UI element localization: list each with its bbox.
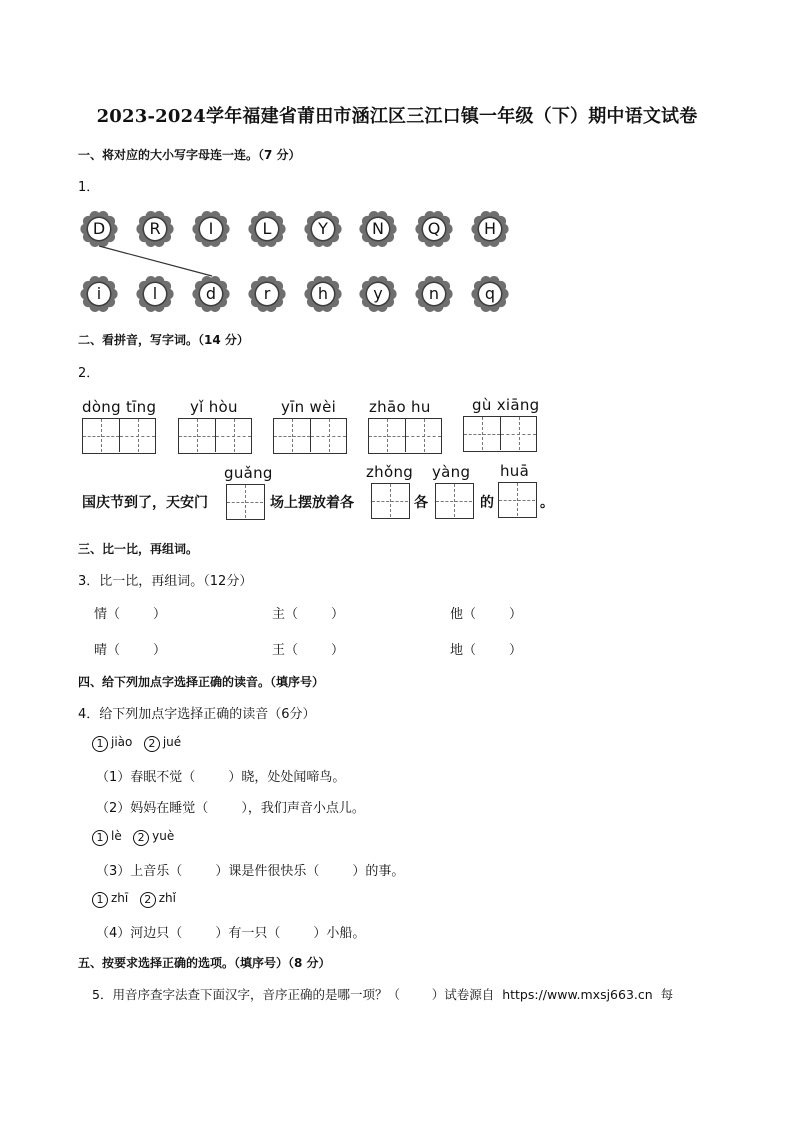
letter-label: H xyxy=(483,219,497,238)
option-text: lè xyxy=(111,829,122,843)
letter-label: q xyxy=(484,284,496,303)
page-title: 2023-2024学年福建省莆田市涵江区三江口镇一年级（下）期中语文试卷 xyxy=(96,106,698,127)
letter-label: D xyxy=(92,219,106,238)
section-4-heading: 四、给下列加点字选择正确的读音。（填序号） xyxy=(78,675,325,689)
compare-word-6[interactable]: 地（ ） xyxy=(450,643,523,658)
write-grid-1[interactable] xyxy=(82,418,156,454)
options-b xyxy=(92,829,174,846)
pinyin-4: zhāo hu xyxy=(369,398,431,416)
flower-lower-6[interactable] xyxy=(359,275,397,313)
options-a xyxy=(92,735,181,752)
flower-lower-2[interactable] xyxy=(136,275,174,313)
compare-word-1[interactable]: 情（ ） xyxy=(94,607,167,622)
write-box-2[interactable] xyxy=(371,483,410,519)
sub-question-3[interactable]: （3）上音乐（ ）课是件很快乐（ ）的事。 xyxy=(96,864,405,879)
options-c xyxy=(92,891,176,908)
letter-label: y xyxy=(373,284,383,303)
letter-label: I xyxy=(208,219,214,238)
compare-word-5[interactable]: 王（ ） xyxy=(272,643,345,658)
sentence-part-4: 的 xyxy=(480,495,494,511)
flower-lower-4[interactable] xyxy=(248,275,286,313)
flower-lower-1[interactable] xyxy=(80,275,118,313)
sub-question-4[interactable]: （4）河边只（ ）有一只（ ）小船。 xyxy=(96,926,366,941)
question-1-number: 1． xyxy=(78,180,100,195)
connect-line xyxy=(0,0,794,320)
flower-lower-8[interactable] xyxy=(471,275,509,313)
letter-label: L xyxy=(262,219,272,238)
blank-pinyin-2: zhǒng xyxy=(366,463,414,481)
pinyin-5: gù xiāng xyxy=(472,396,540,414)
option-text: zhǐ xyxy=(158,891,176,905)
write-grid-5[interactable] xyxy=(463,416,537,452)
pinyin-3: yīn wèi xyxy=(281,398,337,416)
sentence-part-5: 。 xyxy=(540,495,554,511)
option-number: 1 xyxy=(92,830,108,846)
option-number: 2 xyxy=(133,830,149,846)
pinyin-2: yǐ hòu xyxy=(190,398,238,416)
question-2-number: 2． xyxy=(78,366,100,381)
option-number: 2 xyxy=(140,892,156,908)
write-box-1[interactable] xyxy=(226,484,265,520)
letter-label: i xyxy=(96,284,102,303)
option-text: jué xyxy=(162,735,182,749)
question-3-prompt: 3．比一比，再组词。（12分） xyxy=(78,574,253,589)
sentence-part-1: 国庆节到了，天安门 xyxy=(82,495,208,511)
write-grid-2[interactable] xyxy=(178,418,252,454)
letter-label: d xyxy=(205,284,217,303)
option-text: jiào xyxy=(111,735,133,749)
letter-label: Q xyxy=(427,219,441,238)
compare-word-3[interactable]: 他（ ） xyxy=(450,607,523,622)
letter-label: R xyxy=(149,219,161,238)
blank-pinyin-4: huā xyxy=(500,462,530,480)
compare-word-2[interactable]: 主（ ） xyxy=(272,607,345,622)
sentence-part-2: 场上摆放着各 xyxy=(270,495,354,511)
write-box-4[interactable] xyxy=(498,482,537,518)
section-1-heading: 一、将对应的大小写字母连一连。（7 分） xyxy=(78,148,301,162)
blank-pinyin-3: yàng xyxy=(432,463,471,481)
option-text: yuè xyxy=(152,829,175,843)
option-number: 1 xyxy=(92,736,108,752)
question-5-prompt: 5．用音序查字法查下面汉字，音序正确的是哪一项？（ ）试卷源自 https://www.mxsj663.cn 每 xyxy=(92,987,674,1002)
letter-label: Y xyxy=(318,219,328,238)
flower-lower-7[interactable] xyxy=(415,275,453,313)
write-grid-3[interactable] xyxy=(273,418,347,454)
option-number: 2 xyxy=(144,736,160,752)
sub-question-2[interactable]: （2）妈妈在睡觉（ ），我们声音小点儿。 xyxy=(96,801,365,816)
sub-question-1[interactable]: （1）春眠不觉（ ）晓，处处闻啼鸟。 xyxy=(96,770,346,785)
letter-label: r xyxy=(263,284,271,303)
letter-label: N xyxy=(372,219,384,238)
blank-pinyin-1: guǎng xyxy=(224,464,273,482)
letter-label: l xyxy=(152,284,158,303)
write-box-3[interactable] xyxy=(435,483,474,519)
option-text: zhī xyxy=(111,891,129,905)
write-grid-4[interactable] xyxy=(368,418,442,454)
option-number: 1 xyxy=(92,892,108,908)
letter-label: n xyxy=(428,284,440,303)
letter-label: h xyxy=(317,284,329,303)
compare-word-4[interactable]: 晴（ ） xyxy=(94,643,167,658)
section-2-heading: 二、看拼音，写字词。（14 分） xyxy=(78,333,249,347)
sentence-part-3: 各 xyxy=(414,495,428,511)
section-5-heading: 五、按要求选择正确的选项。（填序号）（8 分） xyxy=(78,956,331,970)
section-3-heading: 三、比一比，再组词。 xyxy=(78,542,199,556)
flower-lower-3[interactable] xyxy=(192,275,230,313)
flower-lower-5[interactable] xyxy=(304,275,342,313)
pinyin-1: dòng tīng xyxy=(82,398,157,416)
question-4-prompt: 4．给下列加点字选择正确的读音（6分） xyxy=(78,707,316,722)
